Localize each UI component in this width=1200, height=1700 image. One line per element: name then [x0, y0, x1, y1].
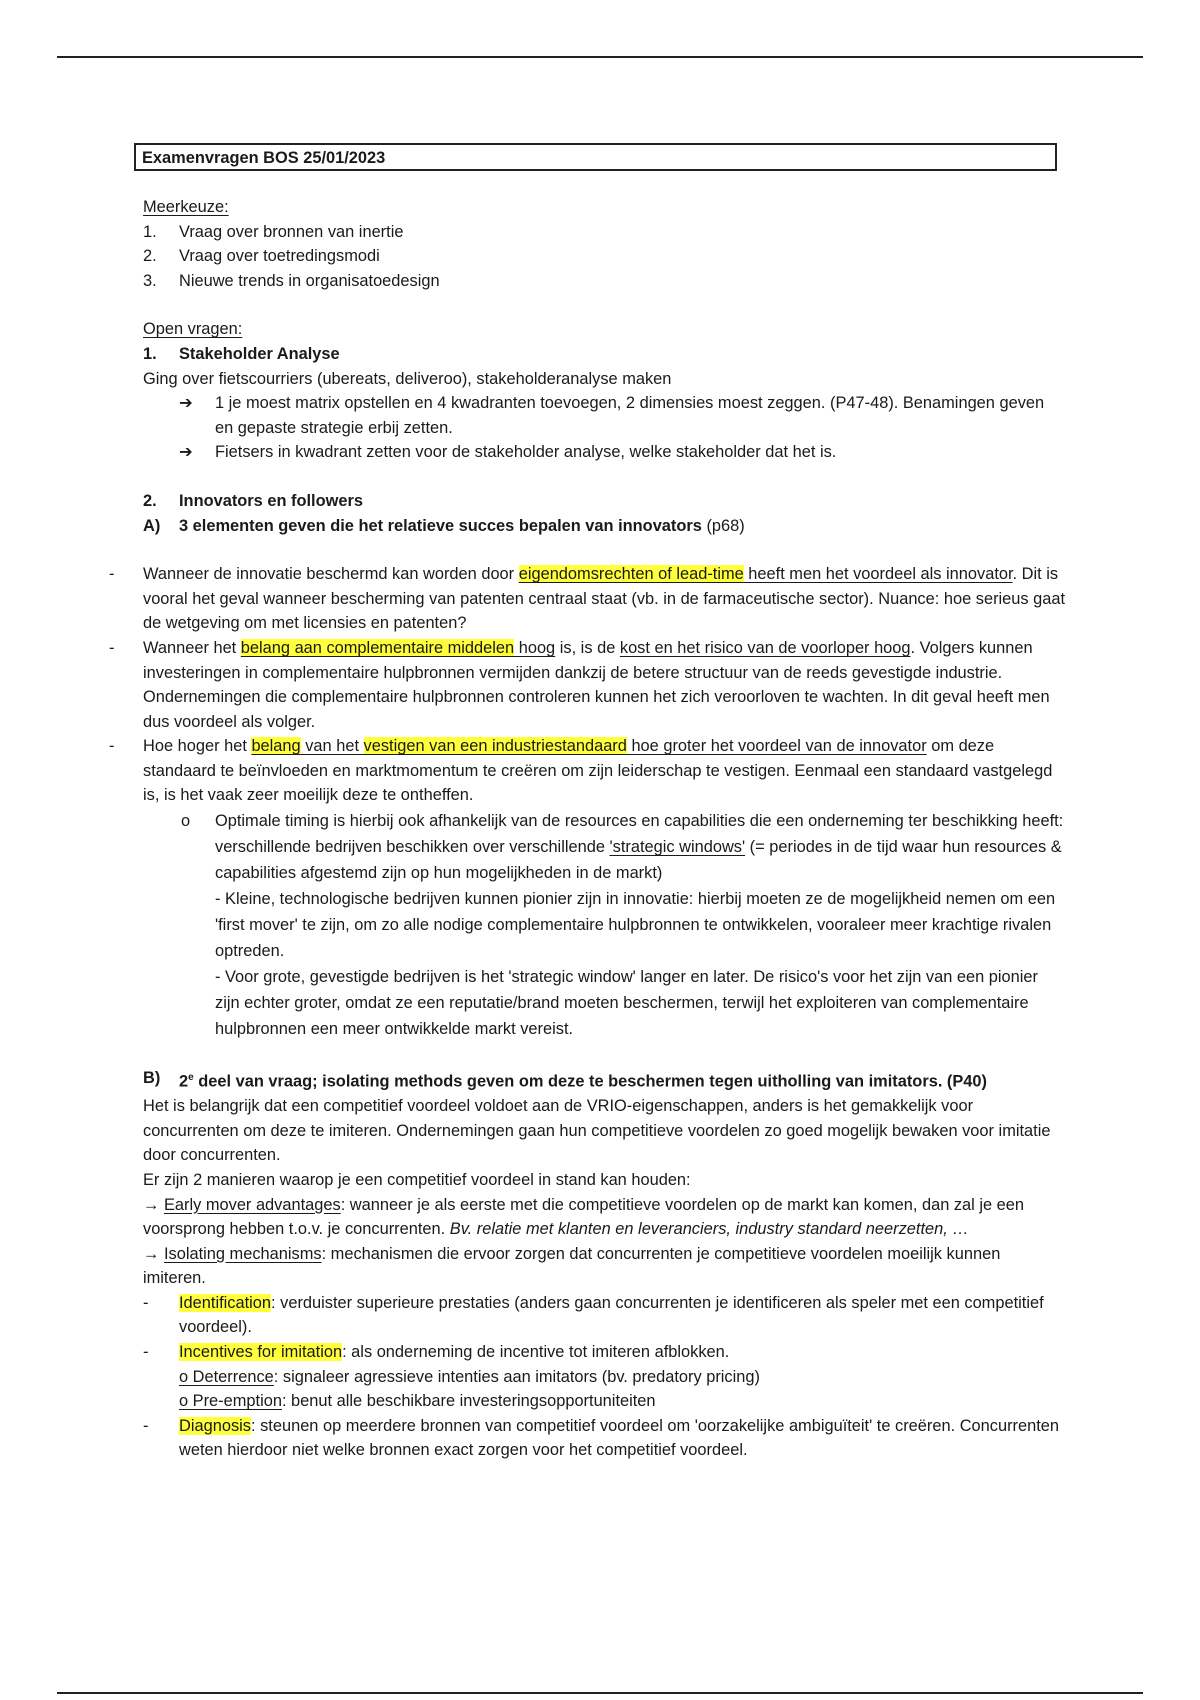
- arrow-icon: →: [143, 1195, 160, 1214]
- q2a-title: A) 3 elementen geven die het relatieve succes bepalen van innovators (p68): [143, 516, 745, 535]
- list-item: - Wanneer het belang aan complementaire middelen hoog is, is de kost en het risico van de voorloper hoog. Volgers kunnen investeringen in complementaire hulpbronnen vermijden dankzij de betere structuur van de reeds gevestigde industrie. Ondernemingen die complementaire hulpbronnen controleren kunnen het zich veroorloven te wachten. In dit geval heeft men dus voordeel als volger.: [109, 638, 1050, 731]
- isolating-mechanisms: → Isolating mechanisms: mechanismen die ervoor zorgen dat concurrenten je competitieve voordelen moeilijk kunnen imiteren.: [143, 1244, 1001, 1288]
- list-item: 1. Vraag over bronnen van inertie: [143, 222, 404, 241]
- list-item: - Incentives for imitation: als onderneming de incentive tot imiteren afblokken.: [143, 1343, 730, 1362]
- list-item: ➔ Fietsers in kwadrant zetten voor de stakeholder analyse, welke stakeholder dat het is.: [143, 440, 1066, 465]
- list-item: - Diagnosis: steunen op meerdere bronnen van competitief voordeel om 'oorzakelijke ambiguïteit' te creëren. Concurrenten weten hierdoor niet welke bronnen exact zorgen voor het competitief voordeel.: [143, 1416, 1060, 1460]
- q2b-title: B) 2e deel van vraag; isolating methods geven om deze te beschermen tegen uitholling van imitators. (P40): [143, 1069, 988, 1091]
- document-body: [109, 143, 1066, 1463]
- q2-title: 2. Innovators en followers: [143, 491, 363, 510]
- footer-rule: [57, 1692, 1143, 1694]
- list-item: o Pre-emption: benut alle beschikbare investeringsopportuniteiten: [179, 1392, 656, 1411]
- list-item: - Identification: verduister superieure prestaties (anders gaan concurrenten je identificeren als speler met een competitief voordeel).: [143, 1293, 1044, 1337]
- sub-item: o Optimale timing is hierbij ook afhankelijk van de resources en capabilities die een onderneming ter beschikking heeft: verschillende bedrijven beschikken over verschillende 'strategic windows' (= periodes in de tijd waar hun resources & capabilities afgestemd zijn op hun mogelijkheden in de markt) - Kleine, technologische bedrijven kunnen pionier zijn in innovatie: hierbij moeten ze de mogelijkheid nemen om een 'first mover' te zijn, om zo alle nodige complementaire hulpbronnen te ontwikkelen, vooraleer meer krachtige rivalen optreden. - Voor grote, gevestigde bedrijven is het 'strategic window' langer en later. De risico's voor het zijn van een pionier zijn echter groter, omdat ze een reputatie/brand moeten beschermen, terwijl het exploiteren van complementaire hulpbronnen een meer ontwikkelde markt vereist.: [181, 812, 1064, 1039]
- list-item: 2. Vraag over toetredingsmodi: [143, 247, 380, 266]
- list-item: - Hoe hoger het belang van het vestigen van een industriestandaard hoe groter het voordeel van de innovator om deze standaard te beïnvloeden en marktmomentum te creëren om zijn leiderschap te vestigen. Eenmaal een standaard vastgelegd is, is het vaak zeer moeilijk deze te ontheffen.: [109, 737, 1053, 805]
- arrow-icon: ➔: [179, 443, 193, 462]
- list-item: o Deterrence: signaleer agressieve intenties aan imitators (bv. predatory pricing): [179, 1367, 760, 1386]
- early-mover: → Early mover advantages: wanneer je als eerste met die competitieve voordelen op de markt kan komen, dan zal je een voorsprong hebben t.o.v. je concurrenten. Bv. relatie met klanten en leveranciers, industry standard neerzetten, …: [143, 1195, 1025, 1239]
- open-heading: Open vragen:: [143, 320, 243, 339]
- q2b-para: Er zijn 2 manieren waarop je een competitief voordeel in stand kan houden:: [143, 1170, 691, 1189]
- list-item: 3. Nieuwe trends in organisatoedesign: [143, 271, 440, 290]
- arrow-icon: ➔: [179, 394, 193, 413]
- header-rule: [57, 56, 1143, 58]
- document-title: Examenvragen BOS 25/01/2023: [134, 143, 1057, 171]
- list-item: ➔ 1 je moest matrix opstellen en 4 kwadranten toevoegen, 2 dimensies moest zeggen. (P47-48). Benamingen geven en gepaste strategie erbij zetten.: [143, 391, 1066, 440]
- arrow-icon: →: [143, 1244, 160, 1263]
- list-item: - Wanneer de innovatie beschermd kan worden door eigendomsrechten of lead-time heeft men het voordeel als innovator. Dit is vooral het geval wanneer bescherming van patenten centraal staat (vb. in de farmaceutische sector). Nuance: hoe serieus gaat de wetgeving om met licensies en patenten?: [109, 565, 1066, 633]
- q2b-para: Het is belangrijk dat een competitief voordeel voldoet aan de VRIO-eigenschappen, anders is het gemakkelijk voor concurrenten om deze te imiteren. Ondernemingen gaan hun competitieve voordelen zo goed mogelijk bewaken voor imitatie door concurrenten.: [143, 1097, 1051, 1165]
- q1-intro: Ging over fietscourriers (ubereats, deliveroo), stakeholderanalyse maken: [143, 369, 672, 388]
- q1-title: 1. Stakeholder Analyse: [143, 344, 340, 363]
- mc-heading: Meerkeuze:: [143, 198, 229, 216]
